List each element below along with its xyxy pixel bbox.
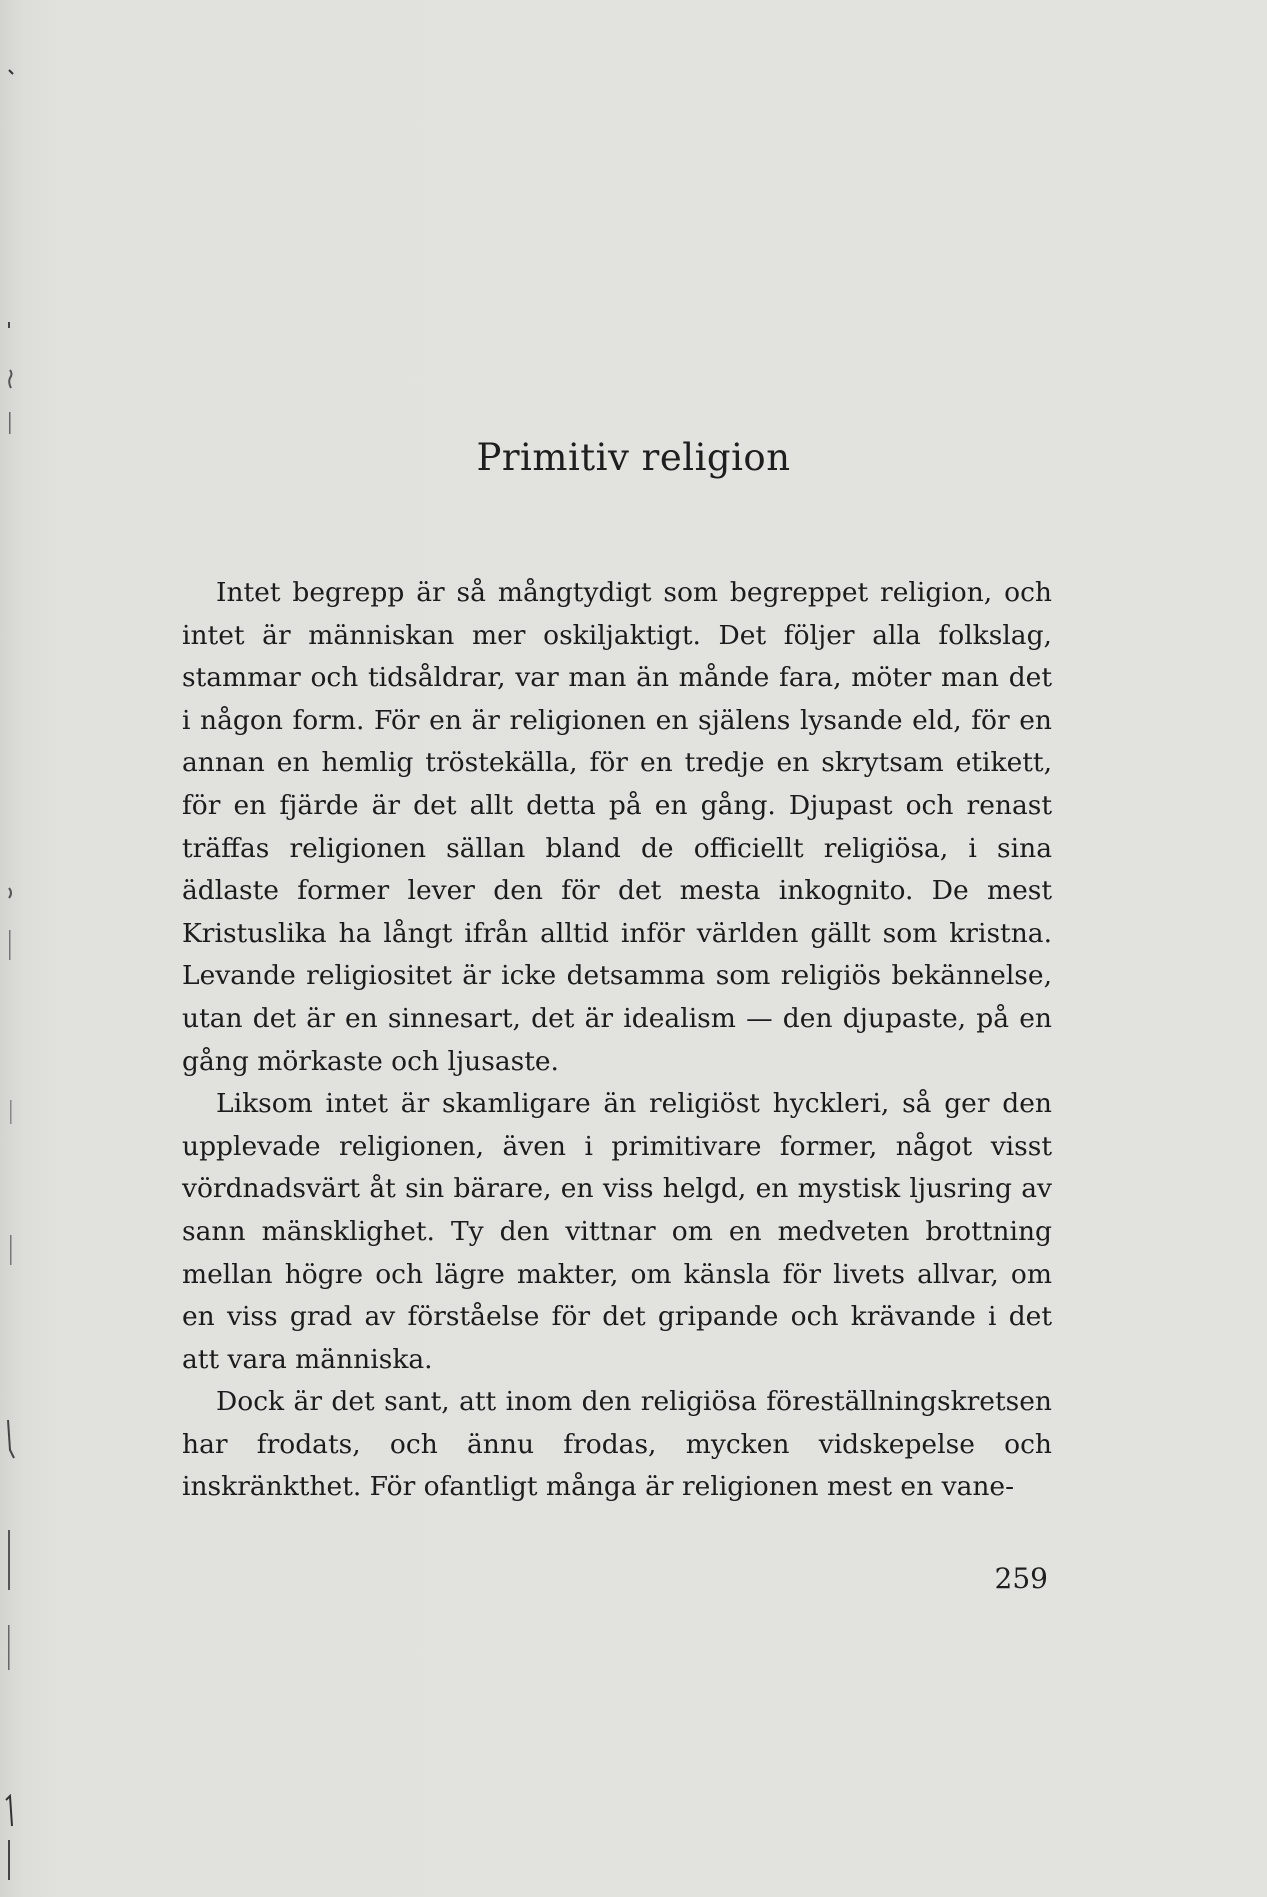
paragraph-1: Intet begrepp är så mångtydigt som begreppet religion, och intet är människan mer oskiljaktigt. Det följer alla folkslag, stammar och tidsåldrar, var man än månde fara, möter man det i någon form. För en är religionen en själens lysande eld, för en annan en hemlig tröstekälla, för en tredje en skrytsam etikett, för en fjärde är det allt detta på en gång. Djupast och renast träffas religionen sällan bland de officiellt religiösa, i sina ädlaste former lever den för det mesta inkognito. De mest Kristuslika ha långt ifrån alltid inför världen gällt som kristna. Levande religiositet är icke detsamma som religiös bekännelse, utan det är en sinnesart, det är idealism — den djupaste, på en gång mörkaste och ljusaste.	[182, 577, 1052, 1077]
body-text	[182, 572, 1052, 1509]
paragraph-3: Dock är det sant, att inom den religiösa föreställningskretsen har frodats, och ännu frodas, mycken vidskepelse och inskränkthet. För ofantligt många är religionen mest en vane-	[182, 1386, 1052, 1503]
binding-edge-marks	[0, 0, 24, 1897]
paragraph-2: Liksom intet är skamligare än religiöst hyckleri, så ger den upplevade religionen, även i primitivare former, något visst vördnadsvärt åt sin bärare, en viss helgd, en mystisk ljusring av sann mänsklighet. Ty den vittnar om en medveten brottning mellan högre och lägre makter, om känsla för livets allvar, om en viss grad av förståelse för det gripande och krävande i det att vara människa.	[182, 1088, 1052, 1375]
chapter-title: Primitiv religion	[476, 436, 791, 479]
page-number: 259	[994, 1562, 1048, 1595]
